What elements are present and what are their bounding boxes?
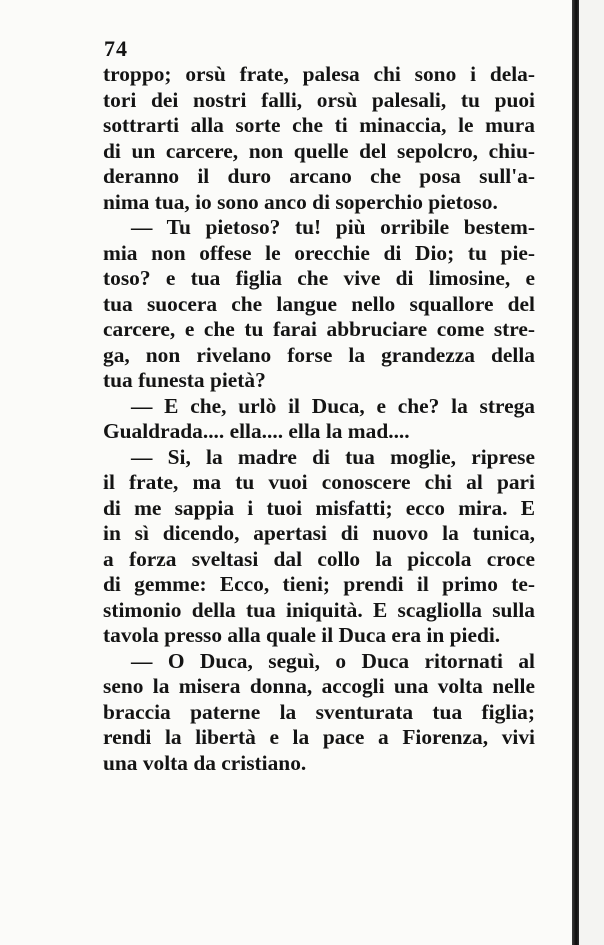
text-line: di un carcere, non quelle del sepolcro, chiu-	[103, 138, 535, 163]
text-line: tua suocera che langue nello squallore del	[103, 291, 535, 316]
text-line: di gemme: Ecco, tieni; prendi il primo te-	[103, 572, 535, 596]
text-line: in sì dicendo, apertasi di nuovo la tunica,	[103, 521, 535, 545]
body-text	[103, 62, 535, 776]
facing-page-margin	[579, 0, 604, 945]
text-line: deranno il duro arcano che posa sull'a-	[103, 164, 535, 188]
page-number: 74	[104, 36, 128, 61]
text-line: a forza sveltasi dal collo la piccola croce	[103, 546, 535, 571]
text-line: il frate, ma tu vuoi conoscere chi al pari	[103, 470, 535, 494]
text-line: mia non offese le orecchie di Dio; tu pie-	[103, 240, 535, 265]
text-line: stimonio della tua iniquità. E scagliolla sulla	[103, 597, 535, 622]
text-line: di me sappia i tuoi misfatti; ecco mira. E	[103, 495, 535, 520]
text-line: troppo; orsù frate, palesa chi sono i dela-	[103, 62, 535, 86]
text-line: Gualdrada.... ella.... ella la mad....	[103, 419, 410, 443]
text-line: tavola presso alla quale il Duca era in piedi.	[103, 623, 501, 647]
text-line: — Si, la madre di tua moglie, riprese	[131, 444, 535, 469]
text-line: ga, non rivelano forse la grandezza della	[103, 342, 535, 367]
text-line: rendi la libertà e la pace a Fiorenza, vivi	[103, 725, 535, 749]
text-line: tua funesta pietà?	[103, 368, 266, 392]
text-line: sottrarti alla sorte che ti minaccia, le mura	[103, 113, 535, 137]
text-line: carcere, e che tu farai abbruciare come stre-	[103, 317, 535, 341]
text-line: — E che, urlò il Duca, e che? la strega	[131, 393, 535, 418]
text-line: seno la misera donna, accogli una volta nelle	[103, 674, 535, 698]
page-edge-shadow	[572, 0, 579, 945]
text-line: — O Duca, seguì, o Duca ritornati al	[131, 648, 535, 673]
text-line: braccia paterne la sventurata tua figlia;	[103, 699, 535, 724]
text-line: — Tu pietoso? tu! più orribile bestem-	[131, 215, 535, 239]
text-line: tori dei nostri falli, orsù palesali, tu puoi	[103, 87, 535, 112]
text-line: nima tua, io sono anco di soperchio pietoso.	[103, 189, 498, 214]
text-line: toso? e tua figlia che vive di limosine, e	[103, 266, 535, 290]
text-line: una volta da cristiano.	[103, 750, 307, 775]
